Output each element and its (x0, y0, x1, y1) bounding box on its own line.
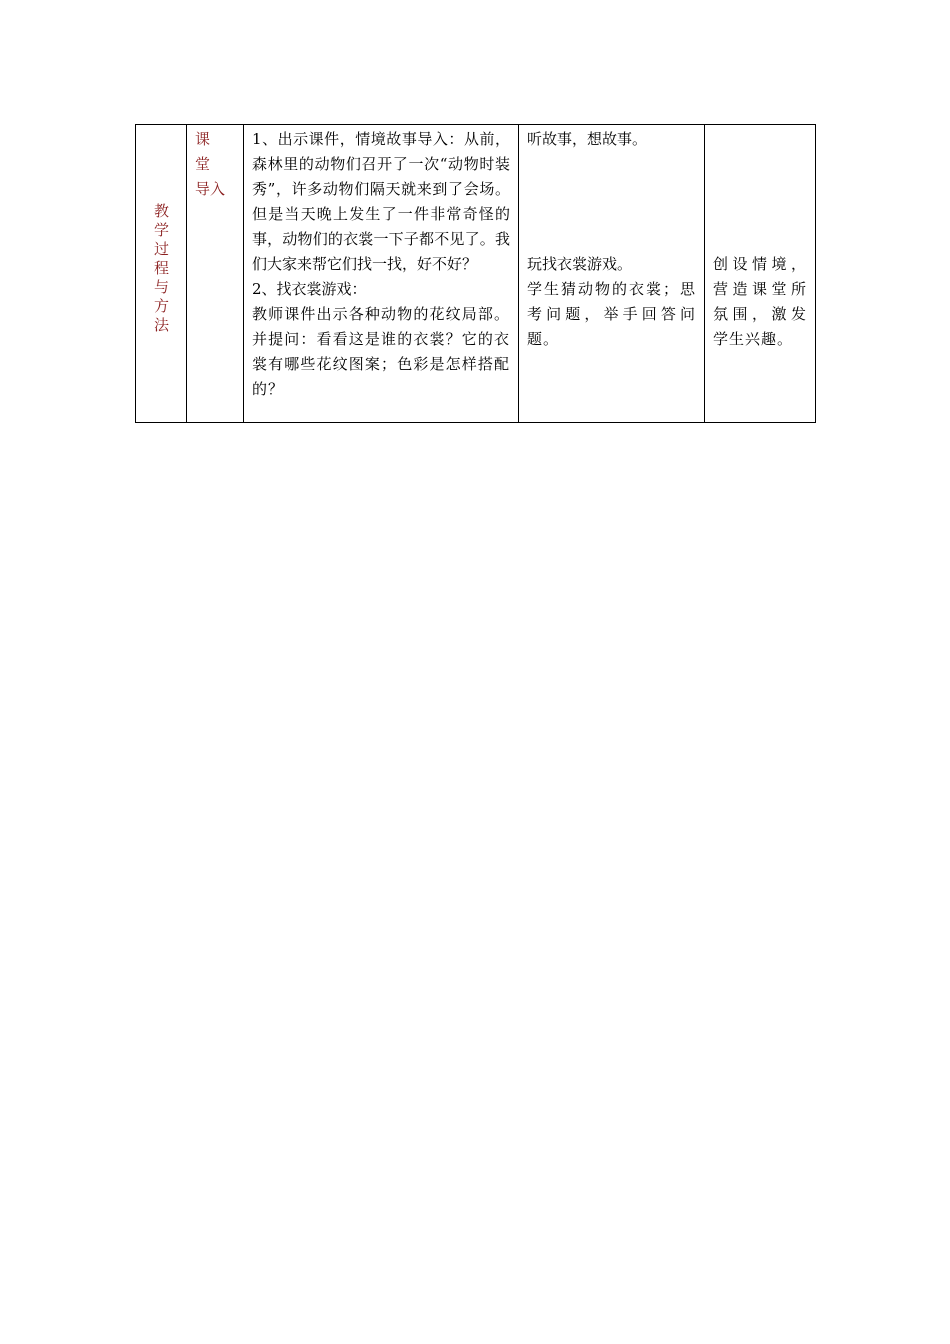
phase-label-line1: 课堂 (195, 130, 223, 173)
table-row (136, 125, 816, 423)
teacher-activity-cell (244, 125, 519, 423)
phase-label-cell (187, 125, 244, 423)
teacher-paragraph-2: 2、找衣裳游戏： (252, 280, 367, 298)
teacher-paragraph-1: 1、出示课件，情境故事导入：从前，森林里的动物们召开了一次“动物时装秀”，许多动物们隔天就来到了会场。但是当天晚上发生了一件非常奇怪的事，动物们的衣裳一下子都不见了。我们大家来帮它们找一找，好不好？ (252, 130, 510, 273)
student-line-1: 听故事，想故事。 (527, 130, 648, 148)
design-intent-cell (705, 125, 816, 423)
lesson-plan-table (135, 124, 816, 423)
phase-label-line2: 导入 (195, 180, 226, 198)
student-spacer (527, 152, 696, 252)
student-line-3: 学生猜动物的衣裳；思考问题，举手回答问题。 (527, 280, 696, 348)
section-label-cell (136, 125, 187, 423)
teacher-paragraph-3: 教师课件出示各种动物的花纹局部。并提问：看看这是谁的衣裳？它的衣裳有哪些花纹图案；色彩是怎样搭配的？ (252, 305, 510, 398)
section-label: 教学过程与方法 (152, 203, 170, 336)
intent-spacer (713, 127, 807, 252)
design-intent-text: 创设情境，营造课堂所氛围，激发学生兴趣。 (713, 255, 807, 348)
student-activity-cell (519, 125, 705, 423)
student-line-2: 玩找衣裳游戏。 (527, 255, 633, 273)
